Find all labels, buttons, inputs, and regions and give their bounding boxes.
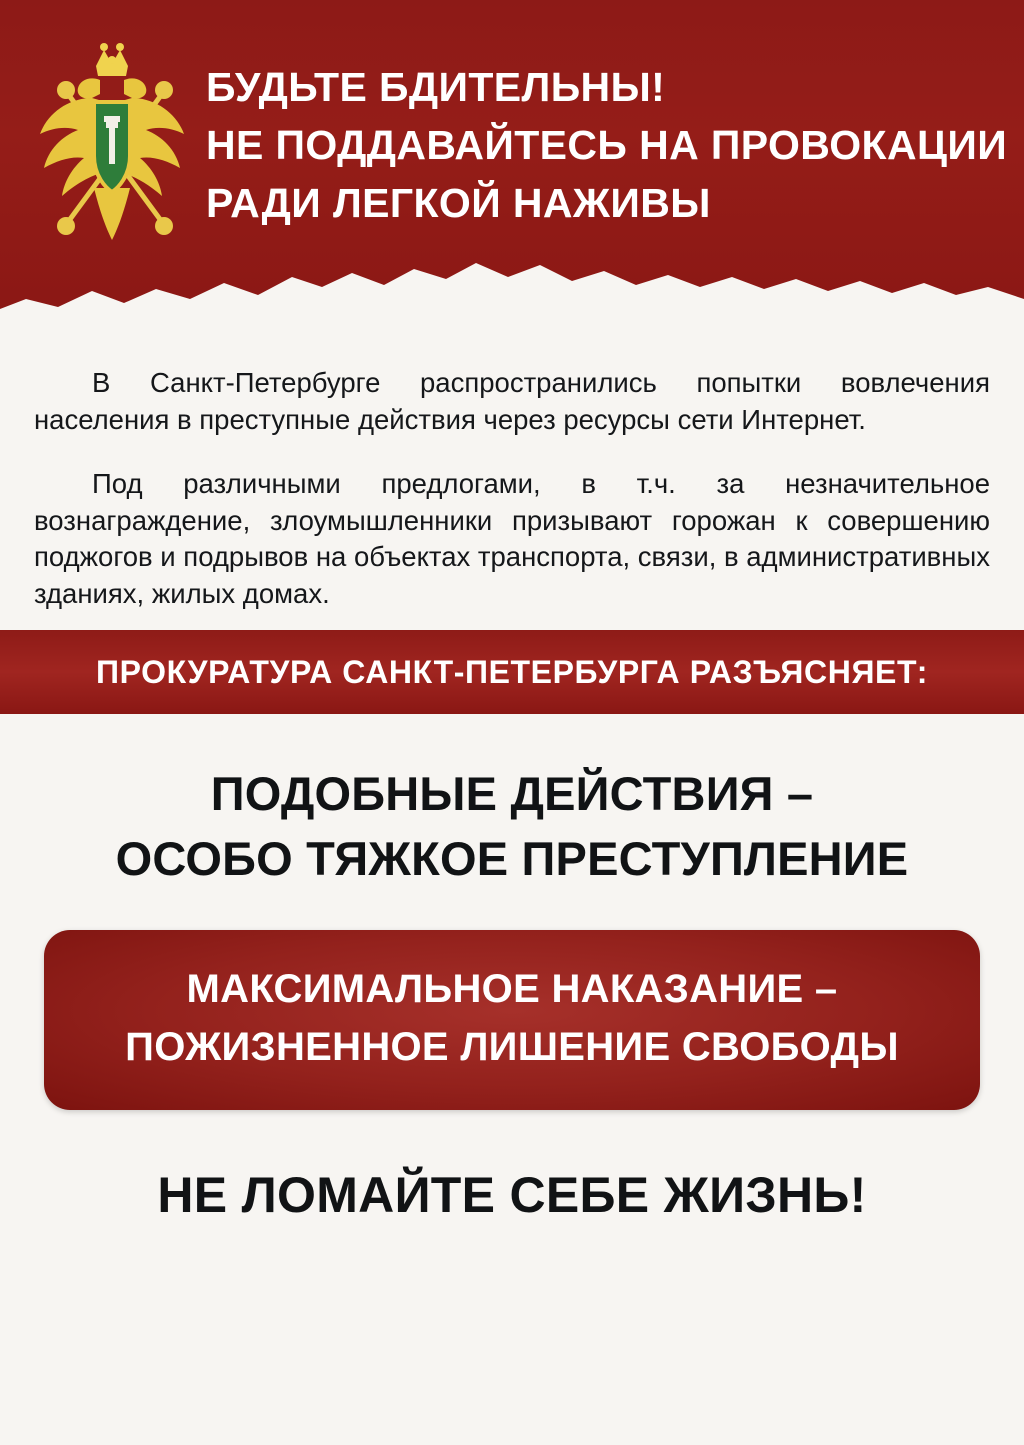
russian-prosecutors-office-emblem-icon	[22, 36, 202, 251]
torn-paper-edge-decoration	[0, 247, 1024, 335]
call-to-action-block	[0, 1110, 1024, 1224]
headline-line-2: ОСОБО ТЯЖКОЕ ПРЕСТУПЛЕНИЕ	[115, 832, 909, 886]
headline-block	[0, 714, 1024, 904]
punishment-line-1: МАКСИМАЛЬНОЕ НАКАЗАНИЕ –	[186, 967, 838, 1012]
call-to-action-text: НЕ ЛОМАЙТЕ СЕБЕ ЖИЗНЬ!	[157, 1167, 867, 1224]
body-text-block	[0, 335, 1024, 630]
headline-line-1: ПОДОБНЫЕ ДЕЙСТВИЯ –	[210, 767, 814, 821]
punishment-callout-wrapper	[0, 904, 1024, 1110]
paragraph-2: Под различными предлогами, в т.ч. за незначительное вознаграждение, злоумышленники призывают горожан к совершению поджогов и подрывов на объектах транспорта, связи, в административных зданиях, жилых домах.	[34, 468, 990, 609]
header-line-3: РАДИ ЛЕГКОЙ НАЖИВЫ	[206, 180, 711, 227]
prosecutors-office-banner-text: ПРОКУРАТУРА САНКТ-ПЕТЕРБУРГА РАЗЪЯСНЯЕТ:	[96, 653, 928, 690]
punishment-callout	[44, 930, 980, 1110]
prosecutors-office-banner	[0, 630, 1024, 714]
header-title-block	[206, 58, 1007, 233]
punishment-line-2: ПОЖИЗНЕННОЕ ЛИШЕНИЕ СВОБОДЫ	[125, 1025, 899, 1070]
paragraph-1: В Санкт-Петербурге распространились попытки вовлечения населения в преступные действия через ресурсы сети Интернет.	[34, 367, 990, 435]
header-line-1: БУДЬТЕ БДИТЕЛЬНЫ!	[206, 64, 666, 110]
header-line-2: НЕ ПОДДАВАЙТЕСЬ НА ПРОВОКАЦИИ	[206, 122, 1008, 169]
poster-header	[0, 0, 1024, 335]
header-content	[0, 0, 1024, 251]
